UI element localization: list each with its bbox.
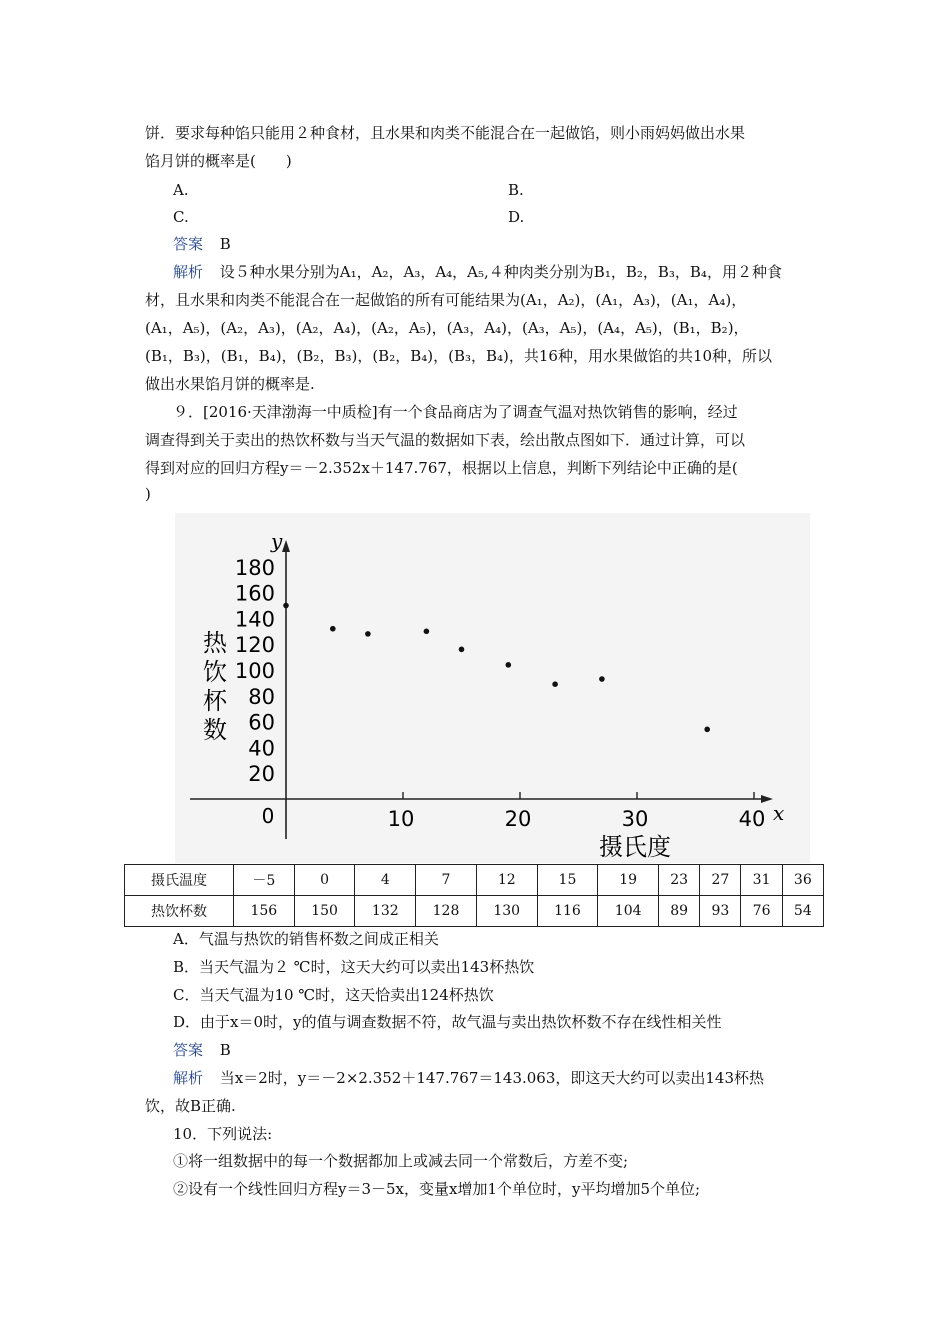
q9-option-b: B．当天气温为２ ℃时，这天大约可以卖出143杯热饮 <box>173 958 535 976</box>
origin-label: 0 <box>261 804 275 828</box>
q9-option-d: D．由于x＝0时，y的值与调查数据不符，故气温与卖出热饮杯数不存在线性相关性 <box>173 1013 722 1031</box>
q9-line-2: 调查得到关于卖出的热饮杯数与当天气温的数据如下表，绘出散点图如下．通过计算，可以 <box>145 431 746 449</box>
q8-analysis-line-2: 材，且水果和肉类不能混合在一起做馅的所有可能结果为(A₁，A₂)，(A₁，A₃)，(A₁，A₄)， <box>145 291 747 309</box>
table-cell: 156 <box>234 896 295 927</box>
row-header: 热饮杯数 <box>125 896 234 927</box>
table-row-temperature <box>125 865 824 896</box>
y-tick-label: 60 <box>248 710 275 735</box>
scatter-chart <box>175 513 810 863</box>
data-point <box>365 631 371 637</box>
data-point <box>552 681 558 687</box>
q8-analysis-line-3: (A₁，A₅)，(A₂，A₃)，(A₂，A₄)，(A₂，A₅)，(A₃，A₄)，(A₃，A₅)，(A₄，A₅)，(B₁，B₂)， <box>145 319 749 337</box>
x-axis-symbol: x <box>773 801 785 825</box>
q8-line-1: 饼．要求每种馅只能用２种食材，且水果和肉类不能混合在一起做馅，则小雨妈妈做出水果 <box>145 124 746 142</box>
table-cell: 89 <box>659 896 700 927</box>
table-cell: 19 <box>598 865 659 896</box>
table-cell: 0 <box>294 865 355 896</box>
table-cell: 36 <box>782 865 823 896</box>
data-point <box>599 676 605 682</box>
table-cell: 132 <box>355 896 416 927</box>
q8-option-c: C. <box>173 208 189 226</box>
x-tick-label: 20 <box>504 807 532 831</box>
q8-analysis-line-1 <box>173 262 782 282</box>
y-axis-title: 热饮杯数 <box>203 629 227 744</box>
row-header: 摄氏温度 <box>125 865 234 896</box>
analysis-label: 解析 <box>173 1069 204 1087</box>
table-row-cups <box>125 896 824 927</box>
table-cell: 4 <box>355 865 416 896</box>
answer-label: 答案 <box>173 235 204 253</box>
table-cell: 93 <box>700 896 741 927</box>
q9-answer <box>173 1040 231 1060</box>
x-tick-label: 40 <box>738 807 766 831</box>
table-cell: 130 <box>476 896 537 927</box>
y-tick-label: 100 <box>234 659 275 683</box>
table-cell: 76 <box>741 896 782 927</box>
q10-line-3: ②设有一个线性回归方程y＝3－5x，变量x增加1个单位时，y平均增加5个单位; <box>173 1180 701 1198</box>
q9-option-a: A．气温与热饮的销售杯数之间成正相关 <box>173 930 439 948</box>
q10-line-2: ①将一组数据中的每一个数据都加上或减去同一个常数后，方差不变; <box>173 1152 629 1170</box>
q8-option-a: A. <box>173 181 189 199</box>
data-point <box>424 629 430 635</box>
q9-line-1: ９．[2016·天津渤海一中质检]有一个食品商店为了调查气温对热饮销售的影响，经过 <box>173 403 738 421</box>
data-table <box>124 864 824 927</box>
data-point <box>459 647 465 653</box>
y-axis-arrow <box>282 540 290 552</box>
q9-line-4: ) <box>145 485 151 503</box>
q8-option-b: B. <box>508 181 524 199</box>
y-tick-label: 120 <box>234 633 275 658</box>
x-axis-arrow <box>761 795 773 803</box>
q9-analysis-line-2: 饮，故B正确. <box>145 1097 236 1115</box>
y-tick-label: 160 <box>234 581 275 606</box>
table-cell: 150 <box>294 896 355 927</box>
x-tick-label: 30 <box>621 807 649 831</box>
x-axis-title: 摄氏度 <box>599 833 671 861</box>
q8-analysis-line-4: (B₁，B₃)，(B₁，B₄)，(B₂，B₃)，(B₂，B₄)，(B₃，B₄)，共16种，用水果做馅的共10种，所以 <box>145 347 773 365</box>
x-tick-label: 10 <box>387 807 415 831</box>
answer-value: B <box>219 1041 231 1059</box>
table-cell: 116 <box>537 896 598 927</box>
q9-line-3: 得到对应的回归方程y＝－2.352x＋147.767，根据以上信息，判断下列结论中正确的是( <box>145 459 738 477</box>
q8-analysis-line-5: 做出水果馅月饼的概率是. <box>145 375 315 393</box>
y-tick-label: 80 <box>248 684 275 709</box>
q8-answer <box>173 234 231 254</box>
table-cell: 54 <box>782 896 823 927</box>
table-cell: 23 <box>659 865 700 896</box>
q8-line-2: 馅月饼的概率是( ) <box>145 152 292 170</box>
data-point <box>506 662 512 668</box>
table-cell: 15 <box>537 865 598 896</box>
table-cell: －5 <box>234 865 295 896</box>
table-cell: 7 <box>416 865 477 896</box>
y-tick-label: 140 <box>234 607 275 632</box>
q9-analysis-line-1 <box>173 1068 764 1088</box>
data-point <box>704 727 710 733</box>
q10-line-1: 10．下列说法: <box>173 1125 273 1143</box>
table-cell: 31 <box>741 865 782 896</box>
table-cell: 104 <box>598 896 659 927</box>
analysis-label: 解析 <box>173 263 204 281</box>
q8-option-d: D. <box>508 208 525 226</box>
answer-label: 答案 <box>173 1041 204 1059</box>
analysis-text: 当x＝2时，y＝－2×2.352＋147.767＝143.063，即这天大约可以卖出143杯热 <box>219 1069 765 1087</box>
table-cell: 12 <box>476 865 537 896</box>
data-point <box>330 626 336 632</box>
y-axis-symbol: y <box>271 529 283 553</box>
table-cell: 128 <box>416 896 477 927</box>
analysis-text: 设５种水果分别为A₁，A₂，A₃，A₄，A₅,４种肉类分别为B₁，B₂，B₃，B₄，用２种食 <box>219 263 782 281</box>
y-tick-label: 40 <box>248 736 275 761</box>
answer-value: B <box>219 235 231 253</box>
y-tick-label: 180 <box>234 555 275 580</box>
table-cell: 27 <box>700 865 741 896</box>
data-point <box>283 603 289 609</box>
y-tick-label: 20 <box>248 762 275 787</box>
q9-option-c: C．当天气温为10 ℃时，这天恰卖出124杯热饮 <box>173 986 494 1004</box>
